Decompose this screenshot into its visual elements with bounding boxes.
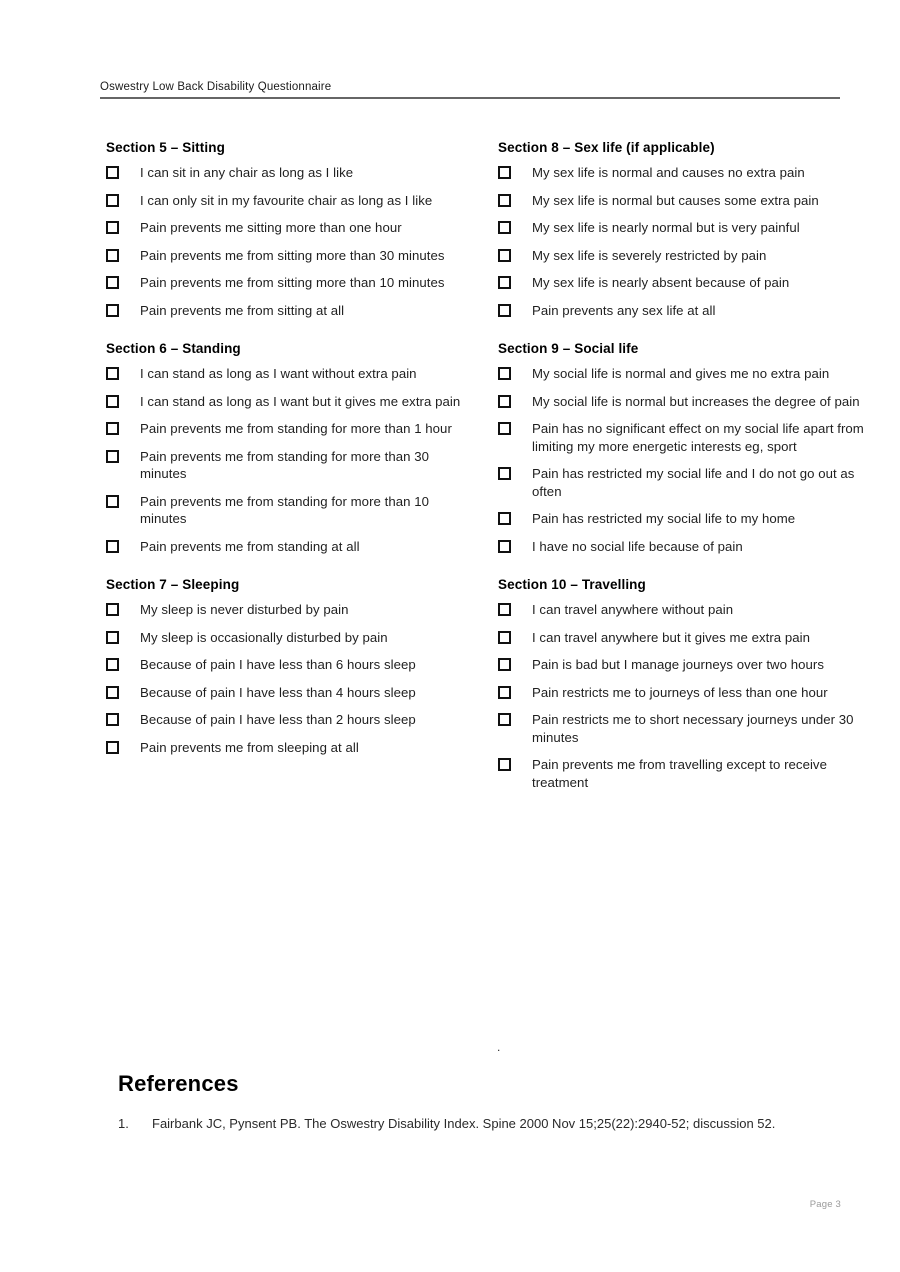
option-list (498, 365, 870, 555)
checkbox-icon[interactable] (106, 422, 119, 435)
option-row[interactable] (498, 393, 870, 411)
option-label: Pain prevents me from sitting more than 10 minutes (140, 275, 445, 290)
option-label: Because of pain I have less than 2 hours sleep (140, 712, 416, 727)
option-row[interactable] (498, 465, 870, 500)
option-row[interactable] (498, 192, 870, 210)
option-row[interactable] (106, 420, 476, 438)
option-row[interactable] (498, 274, 870, 292)
page-number-label: Page 3 (809, 1199, 841, 1210)
option-list (106, 164, 476, 319)
option-label: Pain prevents me from standing for more than 10 minutes (140, 493, 429, 526)
questionnaire-section (498, 341, 870, 555)
checkbox-icon[interactable] (106, 450, 119, 463)
option-row[interactable] (498, 756, 870, 791)
checkbox-icon[interactable] (498, 631, 511, 644)
option-label: I have no social life because of pain (532, 538, 743, 554)
reference-number: 1. (118, 1116, 129, 1131)
questionnaire-section (106, 140, 476, 319)
checkbox-icon[interactable] (106, 194, 119, 207)
section-heading: Section 10 – Travelling (498, 577, 646, 592)
checkbox-icon[interactable] (106, 221, 119, 234)
option-row[interactable] (498, 302, 870, 320)
option-list (498, 164, 870, 319)
checkbox-icon[interactable] (106, 540, 119, 553)
option-row[interactable] (106, 219, 476, 237)
option-row[interactable] (106, 656, 476, 674)
document-header-title: Oswestry Low Back Disability Questionnaire (100, 81, 332, 93)
option-row[interactable] (498, 365, 870, 383)
option-row[interactable] (106, 365, 476, 383)
page-footer (0, 1199, 841, 1210)
section-heading: Section 6 – Standing (106, 341, 241, 356)
checkbox-icon[interactable] (498, 221, 511, 234)
references-list (118, 1113, 818, 1135)
checkbox-icon[interactable] (106, 741, 119, 754)
checkbox-icon[interactable] (498, 304, 511, 317)
references-heading: References (118, 1071, 239, 1096)
references-section (118, 1071, 818, 1135)
option-label: Pain prevents me from travelling except to receive treatment (532, 757, 827, 790)
option-label: Pain restricts me to short necessary journeys under 30 minutes (532, 712, 854, 745)
option-row[interactable] (106, 393, 476, 411)
option-label: Pain has restricted my social life to my home (532, 511, 796, 526)
questionnaire-section (106, 341, 476, 555)
option-label: My sex life is severely restricted by pain (532, 247, 767, 263)
checkbox-icon[interactable] (498, 367, 511, 380)
option-row[interactable] (106, 493, 476, 528)
section-heading: Section 5 – Sitting (106, 140, 225, 155)
option-row[interactable] (106, 247, 476, 265)
checkbox-icon[interactable] (106, 495, 119, 508)
option-list (106, 365, 476, 555)
option-row[interactable] (498, 601, 870, 619)
option-row[interactable] (498, 629, 870, 647)
section-heading: Section 7 – Sleeping (106, 577, 240, 592)
questionnaire-section (498, 577, 870, 791)
checkbox-icon[interactable] (106, 686, 119, 699)
checkbox-icon[interactable] (106, 395, 119, 408)
checkbox-icon[interactable] (498, 713, 511, 726)
header-divider (100, 97, 840, 99)
checkbox-icon[interactable] (106, 304, 119, 317)
option-label: Pain has restricted my social life and I do not go out as often (532, 466, 855, 499)
option-row[interactable] (498, 219, 870, 237)
checkbox-icon[interactable] (498, 422, 511, 435)
checkbox-icon[interactable] (498, 395, 511, 408)
checkbox-icon[interactable] (106, 603, 119, 616)
option-row[interactable] (106, 164, 476, 182)
checkbox-icon[interactable] (498, 166, 511, 179)
option-row[interactable] (106, 192, 476, 210)
option-label: Pain prevents me from sitting more than 30 minutes (140, 247, 445, 263)
checkbox-icon[interactable] (106, 658, 119, 671)
checkbox-icon[interactable] (498, 467, 511, 480)
option-label: My sex life is nearly absent because of pain (532, 275, 790, 290)
option-list (106, 601, 476, 756)
option-row[interactable] (498, 420, 870, 455)
option-label: I can stand as long as I want without extra pain (140, 366, 417, 381)
option-label: Pain is bad but I manage journeys over two hours (532, 657, 824, 672)
checkbox-icon[interactable] (106, 166, 119, 179)
option-row[interactable] (498, 711, 870, 746)
section-heading: Section 9 – Social life (498, 341, 639, 356)
checkbox-icon[interactable] (498, 758, 511, 771)
option-list (498, 601, 870, 791)
questionnaire-column-right (498, 140, 870, 801)
checkbox-icon[interactable] (498, 603, 511, 616)
option-label: Pain prevents me from standing for more than 30 minutes (140, 448, 429, 481)
option-label: My sleep is never disturbed by pain (140, 602, 349, 617)
option-label: Pain prevents me sitting more than one hour (140, 220, 402, 235)
option-label: My social life is normal but increases the degree of pain (532, 393, 860, 409)
option-row[interactable] (106, 629, 476, 647)
checkbox-icon[interactable] (498, 194, 511, 207)
option-label: Pain prevents me from sitting at all (140, 302, 345, 318)
option-label: My sex life is nearly normal but is very painful (532, 220, 800, 235)
scan-artifact-mark: . (497, 1040, 501, 1054)
option-row[interactable] (106, 684, 476, 702)
option-label: Pain restricts me to journeys of less than one hour (532, 684, 828, 700)
checkbox-icon[interactable] (106, 713, 119, 726)
checkbox-icon[interactable] (106, 249, 119, 262)
option-row[interactable] (106, 302, 476, 320)
option-label: I can stand as long as I want but it gives me extra pain (140, 393, 461, 409)
option-row[interactable] (106, 739, 476, 757)
option-row[interactable] (498, 510, 870, 528)
option-row[interactable] (106, 448, 476, 483)
option-label: I can travel anywhere but it gives me extra pain (532, 629, 811, 645)
option-row[interactable] (106, 274, 476, 292)
checkbox-icon[interactable] (498, 276, 511, 289)
checkbox-icon[interactable] (106, 276, 119, 289)
checkbox-icon[interactable] (106, 367, 119, 380)
option-row[interactable] (498, 684, 870, 702)
option-label: I can travel anywhere without pain (532, 602, 734, 617)
option-label: I can only sit in my favourite chair as long as I like (140, 192, 433, 208)
option-label: My sleep is occasionally disturbed by pain (140, 629, 388, 645)
option-row[interactable] (106, 601, 476, 619)
questionnaire-column-left (106, 140, 476, 766)
section-heading: Section 8 – Sex life (if applicable) (498, 140, 715, 155)
document-header (100, 81, 840, 99)
option-row[interactable] (106, 538, 476, 556)
reference-item (118, 1113, 818, 1135)
questionnaire-section (498, 140, 870, 319)
option-row[interactable] (106, 711, 476, 729)
checkbox-icon[interactable] (498, 540, 511, 553)
option-label: Pain has no significant effect on my social life apart from limiting my more energetic interests eg, sport (532, 421, 864, 454)
option-row[interactable] (498, 247, 870, 265)
option-label: My sex life is normal and causes no extra pain (532, 165, 805, 180)
option-label: My social life is normal and gives me no extra pain (532, 366, 830, 381)
checkbox-icon[interactable] (106, 631, 119, 644)
option-label: Pain prevents any sex life at all (532, 302, 716, 318)
option-label: Because of pain I have less than 4 hours sleep (140, 684, 416, 700)
option-label: My sex life is normal but causes some extra pain (532, 192, 819, 208)
checkbox-icon[interactable] (498, 658, 511, 671)
checkbox-icon[interactable] (498, 512, 511, 525)
questionnaire-section (106, 577, 476, 756)
reference-text: Fairbank JC, Pynsent PB. The Oswestry Disability Index. Spine 2000 Nov 15;25(22):2940-52; discussion 52. (152, 1116, 776, 1131)
option-row[interactable] (498, 656, 870, 674)
option-row[interactable] (498, 538, 870, 556)
option-label: I can sit in any chair as long as I like (140, 165, 354, 180)
option-label: Pain prevents me from standing at all (140, 538, 360, 554)
option-label: Because of pain I have less than 6 hours sleep (140, 657, 416, 672)
option-label: Pain prevents me from standing for more than 1 hour (140, 421, 452, 436)
option-row[interactable] (498, 164, 870, 182)
checkbox-icon[interactable] (498, 686, 511, 699)
checkbox-icon[interactable] (498, 249, 511, 262)
option-label: Pain prevents me from sleeping at all (140, 739, 359, 755)
